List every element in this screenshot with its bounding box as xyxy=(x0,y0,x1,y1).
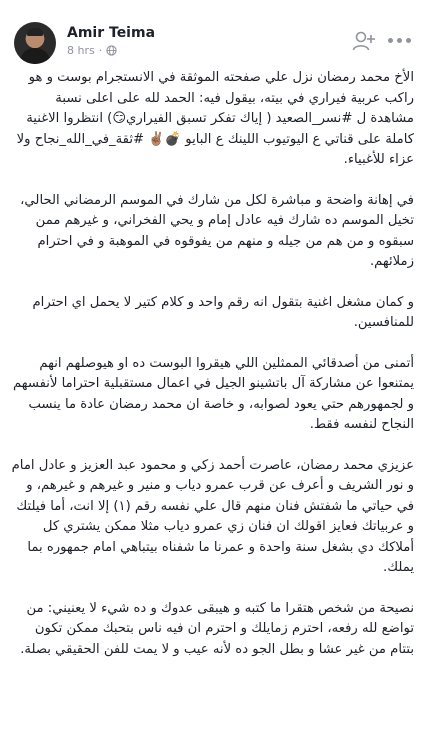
post-paragraph: الأخ محمد رمضان نزل علي صفحته الموثقة في الانستجرام بوست و هو راكب عربية فيراري في بيته، بيقول فيه: الحمد لله على اعلى نسبة مشاهدة ل #نسر_الصعيد ( إياك تفكر تسبق الفيراري😏) انتظروا الاغنية كاملة على قناتي ع اليوتيوب اللينك ع البايو 💣✌🏽 #ثقة_في_الله_نجاح ولا عزاء للأغبياء. xyxy=(16,70,414,167)
author-name[interactable]: Amir Teima xyxy=(67,25,156,41)
post-header xyxy=(0,0,422,64)
post-paragraph: و كمان مشغل اغنية بتقول انه رقم واحد و كلام كتير لا يحمل اي احترام للمنافسين. xyxy=(32,294,414,330)
author-avatar[interactable] xyxy=(14,22,56,64)
post-meta xyxy=(67,44,117,57)
dot-icon xyxy=(397,38,402,43)
post-paragraph: عزيزي محمد رمضان، عاصرت أحمد زكي و محمود عبد العزيز و عادل امام و نور الشريف و أعرف عن قرب عمرو دياب و منير و غيرهم و غيرهم، و في حياتي ما شفتش فنان منهم قال علي نفسه رقم (١) إلا انت، أما فيلتك و عربياتك فعايز اقولك ان فنان زي عمرو دياب مثلا ممكن يشتري كل أملاكك دي بشغل سنة واحدة و عمرنا ما شفناه بيتباهي امام جمهوره بما يملك. xyxy=(11,457,414,575)
meta-separator: · xyxy=(98,44,103,57)
post-paragraph: أتمنى من أصدقائي الممثلين اللي هيقروا البوست ده او هيوصلهم انهم يمتنعوا عن مشاركة آل باتشينو الجيل في اعمال مستقبلية احتراما لأنفسهم و لجمهورهم حتي يعود لصوابه، و خاصة ان محمد رمضان عادة ما ينسب النجاح لنفسه فقط. xyxy=(12,355,414,432)
avatar-suit xyxy=(20,48,50,64)
add-friend-icon[interactable] xyxy=(352,30,376,52)
post-paragraph: في إهانة واضحة و مباشرة لكل من شارك في الموسم الرمضاني الحالي، تخيل الموسم ده شارك فيه عادل إمام و يحي الفخراني، و غيرهم ممن سبقوه و من هم من جيله و منهم من يفوقوه في الموهبة و في احترام زملائهم. xyxy=(20,192,414,269)
post-time[interactable]: 8 hrs xyxy=(67,44,95,57)
globe-icon xyxy=(106,45,117,56)
post-paragraph: نصيحة من شخص هتقرا ما كتبه و هيبقى عدوك و ده شيء لا يعنيني: من تواضع لله رفعه، احترم زمايلك و احترم ان فيه ناس بتحبك ممكن تكون بتتام من غير عشا و بطل الجو ده لأنه عيب و لا يمت للفن الحقيقي بصلة. xyxy=(20,600,414,657)
avatar-hair xyxy=(27,28,43,36)
dot-icon xyxy=(388,38,393,43)
post-text xyxy=(8,68,414,680)
dot-icon xyxy=(406,38,411,43)
more-options-icon[interactable] xyxy=(388,38,412,44)
